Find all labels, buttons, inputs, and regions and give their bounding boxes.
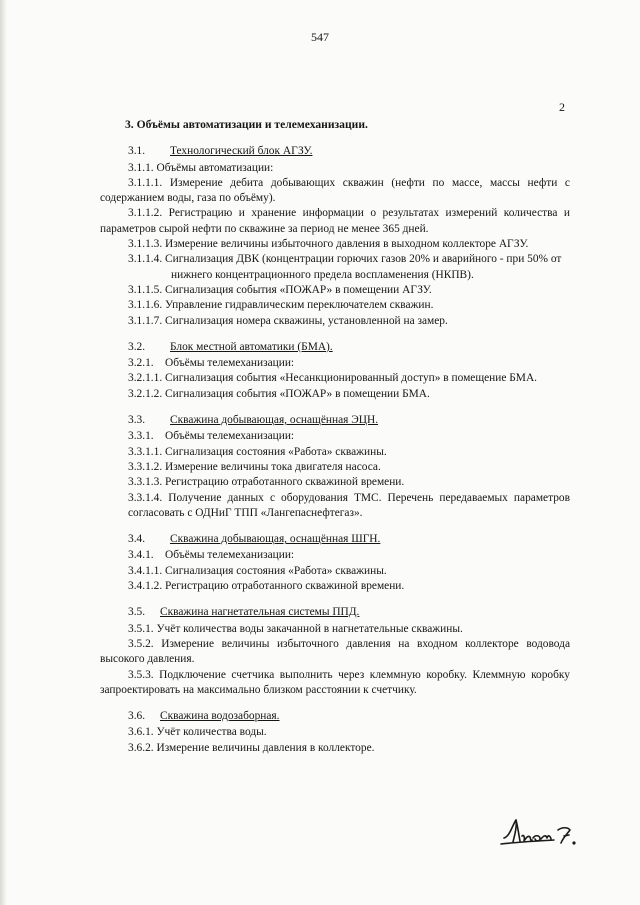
page-number: 547 xyxy=(311,30,329,44)
list-item: 3.3.1.3. Регистрацию отработанного скважиной времени. xyxy=(128,476,405,489)
list-item: 3.3.1. Объёмы телемеханизации: xyxy=(128,430,295,443)
section-title: Скважина добывающая, оснащённая ШГН. xyxy=(170,533,381,546)
list-item: 3.3.1.2. Измерение величины тока двигателя насоса. xyxy=(128,460,381,473)
section-3-6 xyxy=(100,709,570,756)
section-3-2 xyxy=(100,340,570,402)
document-title: 3. Объёмы автоматизации и телемеханизации. xyxy=(125,118,368,131)
section-heading xyxy=(128,413,570,428)
section-number: 3.2. xyxy=(128,340,146,353)
section-heading xyxy=(128,532,570,547)
document-body xyxy=(100,117,570,767)
list-item: 3.1.1.6. Управление гидравлическим переключателем скважин. xyxy=(128,299,434,312)
list-item: 3.5.2. Измерение величины избыточного давления на входном коллекторе водовода высокого давления. xyxy=(100,637,570,666)
section-heading xyxy=(128,709,570,724)
list-item: 3.3.1.4. Получение данных с оборудования ТМС. Перечень передаваемых параметров согласовать с ОДНиГ ТПП «Лангепаснефтегаз». xyxy=(128,491,570,519)
binding-edge xyxy=(0,0,7,905)
section-heading xyxy=(128,340,570,355)
section-title: Скважина нагнетательная системы ППД. xyxy=(160,606,360,619)
list-item: 3.4.1.2. Регистрацию отработанного скважиной времени. xyxy=(128,580,405,593)
section-3-1 xyxy=(100,144,570,329)
list-item: 3.1.1. Объёмы автоматизации: xyxy=(128,161,274,174)
list-item: 3.3.1.1. Сигнализация состояния «Работа» скважины. xyxy=(128,445,387,458)
section-number: 3.5. xyxy=(128,606,146,619)
list-item: 3.1.1.5. Сигнализация события «ПОЖАР» в помещении АГЗУ. xyxy=(128,283,432,296)
list-item: 3.2.1.1. Сигнализация события «Несанкционированный доступ» в помещение БМА. xyxy=(128,372,538,385)
list-item: 3.5.3. Подключение счетчика выполнить через клеммную коробку. Клеммную коробку запроектировать на максимально близком расстоянии к счетчику. xyxy=(100,668,570,696)
list-item: 3.1.1.4. Сигнализация ДВК (концентрации горючих газов 20% и аварийного - при 50% от нижнего концентрационного предела воспламенения (НКПВ). xyxy=(128,253,562,281)
list-item: 3.2.1.2. Сигнализация события «ПОЖАР» в помещении БМА. xyxy=(128,387,430,400)
list-item: 3.4.1. Объёмы телемеханизации: xyxy=(128,549,295,562)
handwritten-signature xyxy=(498,808,580,854)
sheet-number: 2 xyxy=(559,100,565,114)
list-item: 3.6.2. Измерение величины давления в коллекторе. xyxy=(128,741,375,754)
section-number: 3.3. xyxy=(128,414,146,427)
section-number: 3.1. xyxy=(128,145,146,158)
section-3-5 xyxy=(100,605,570,698)
section-title: Скважина водозаборная. xyxy=(160,710,280,723)
list-item: 3.1.1.3. Измерение величины избыточного давления в выходном коллекторе АГЗУ. xyxy=(128,238,529,251)
section-title: Скважина добывающая, оснащённая ЭЦН. xyxy=(170,414,379,427)
section-number: 3.6. xyxy=(128,710,146,723)
list-item: 3.1.1.1. Измерение дебита добывающих скважин (нефти по массе, массы нефти с содержанием воды, газа по объёму). xyxy=(100,176,570,205)
list-item: 3.5.1. Учёт количества воды закачанной в нагнетательные скважины. xyxy=(128,622,463,635)
list-item: 3.6.1. Учёт количества воды. xyxy=(128,726,267,739)
section-number: 3.4. xyxy=(128,533,146,546)
section-title: Блок местной автоматики (БМА). xyxy=(170,340,333,353)
section-heading xyxy=(128,144,570,159)
list-item: 3.1.1.7. Сигнализация номера скважины, установленной на замер. xyxy=(128,314,448,327)
list-item: 3.2.1. Объёмы телемеханизации: xyxy=(128,357,295,370)
list-item: 3.1.1.2. Регистрацию и хранение информации о результатах измерений количества и параметров сырой нефти по скважине за период не менее 365 дней. xyxy=(100,207,570,235)
section-heading xyxy=(128,605,570,620)
list-item: 3.4.1.1. Сигнализация состояния «Работа» скважины. xyxy=(128,564,387,577)
section-3-3 xyxy=(100,413,570,521)
section-title: Технологический блок АГЗУ. xyxy=(170,145,313,158)
section-3-4 xyxy=(100,532,570,594)
